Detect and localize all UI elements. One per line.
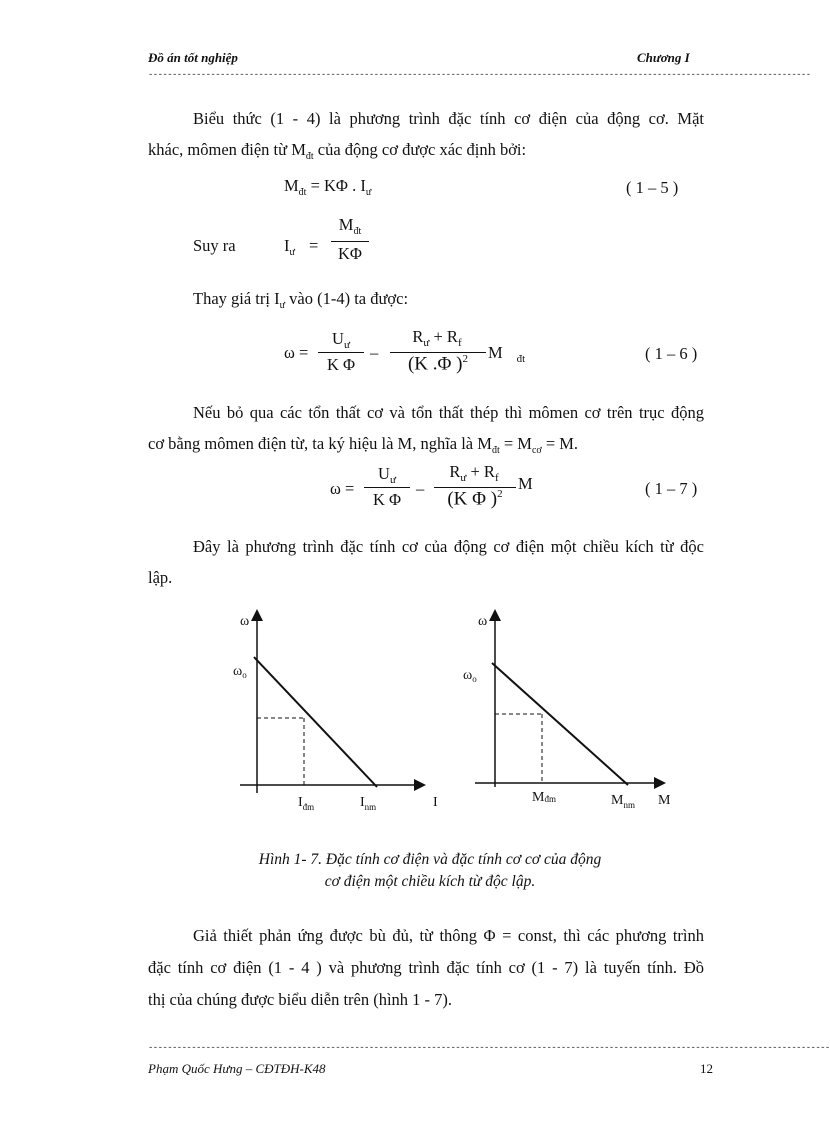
- suy-ra-denominator: KΦ: [338, 244, 362, 263]
- header-divider: ------------------------------------------------------------------------------------------------------------------------------------------: [148, 70, 811, 80]
- suy-ra-fraction-bar: [331, 241, 369, 242]
- figure-1-7: [220, 605, 690, 835]
- eq17-den1: K Φ: [372, 490, 402, 509]
- eq16-num2: $R_ư + R_f$: [412, 327, 462, 349]
- paragraph-1: [148, 103, 704, 168]
- right-characteristic-line: [492, 663, 628, 785]
- page-number: 12: [700, 1061, 713, 1076]
- header-right: Chương I: [637, 50, 690, 65]
- left-x-axis-label: I: [433, 795, 438, 810]
- p1-line1: Biểu thức (1 - 4) là phương trình đặc tính cơ điện của động cơ. Mặt: [193, 109, 704, 128]
- eq16-tail: M $_{đt}$: [488, 343, 526, 365]
- left-x1-label: $I_{đm}$: [298, 795, 315, 812]
- suy-ra-numerator: $M_{đt}$: [338, 215, 362, 237]
- eq17-omega: ω =: [330, 479, 355, 498]
- equation-number-1-5: ( 1 – 5 ): [626, 178, 679, 197]
- caption-line1: Hình 1- 7. Đặc tính cơ điện và đặc tính cơ cơ của động: [258, 851, 602, 868]
- eq16-num1: $U_ư$: [332, 329, 350, 351]
- right-omega0-label: $\omega_o$: [463, 668, 477, 684]
- eq16-den1: K Φ: [326, 355, 356, 374]
- suy-ra-label: Suy ra: [193, 236, 236, 255]
- p2-line2: cơ bằng mômen điện từ, ta ký hiệu là M, nghĩa là $M_{đt} = M_{cơ} = M$.: [148, 434, 579, 456]
- eq17-bar1: [364, 487, 410, 488]
- paragraph-4: [148, 920, 704, 1016]
- header-left: Đồ án tốt nghiệp: [148, 50, 238, 65]
- eq17-tail: M: [518, 474, 533, 493]
- eq16-den2: (K .Φ )$^2$: [407, 353, 468, 375]
- p3-line2: lập.: [148, 568, 173, 587]
- eq17-num2: $R_ư + R_f$: [449, 462, 499, 484]
- p3-line1: Đây là phương trình đặc tính cơ của động cơ điện một chiều kích từ độc: [193, 537, 704, 556]
- p4-line1: Giả thiết phản ứng được bù đủ, từ thông Φ = const, thì các phương trình: [193, 926, 704, 945]
- eq16-omega: ω =: [284, 343, 309, 362]
- eq17-minus: –: [416, 479, 425, 498]
- suy-ra-lhs: $I_ư$ =: [284, 236, 319, 258]
- caption-line2: cơ điện một chiều kích từ độc lập.: [324, 873, 536, 890]
- paragraph-2: [148, 397, 704, 462]
- p4-line3: thị của chúng được biểu diễn trên (hình 1 - 7).: [148, 990, 453, 1009]
- right-x-axis-label: M: [658, 793, 671, 808]
- footer-divider: ----------------------------------------------------------------------------------------------------------------------------------------------: [148, 1043, 830, 1053]
- p2-line1: Nếu bỏ qua các tổn thất cơ và tổn thất thép thì mômen cơ trên trục động: [193, 403, 704, 422]
- eq16-bar1: [318, 352, 364, 353]
- equation-number-1-6: ( 1 – 6 ): [645, 344, 698, 363]
- left-y-axis-label: ω: [240, 614, 250, 629]
- left-x2-label: $I_{nm}$: [360, 795, 377, 812]
- left-characteristic-line: [254, 657, 377, 787]
- right-x2-label: $M_{nm}$: [611, 793, 635, 810]
- footer-author: Phạm Quốc Hưng – CĐTĐH-K48: [148, 1061, 326, 1076]
- right-graph: [463, 614, 671, 810]
- thay-line: Thay giá trị $I_ư$ vào (1-4) ta được:: [193, 289, 409, 311]
- figure-caption: [210, 849, 650, 893]
- eq16-minus: –: [370, 343, 379, 362]
- right-y-axis-label: ω: [478, 614, 488, 629]
- eq17-den2: (K Φ )$^2$: [447, 488, 503, 510]
- left-graph: [233, 614, 438, 812]
- eq17-num1: $U_ư$: [378, 464, 396, 486]
- equation-number-1-7: ( 1 – 7 ): [645, 479, 698, 498]
- p4-line2: đặc tính cơ điện (1 - 4 ) và phương trình đặc tính cơ (1 - 7) là tuyến tính. Đồ: [148, 958, 704, 977]
- right-x1-label: Mđm: [532, 790, 556, 805]
- p1-line2: khác, mômen điện từ $M_{đt}$ của động cơ được xác định bởi:: [148, 140, 527, 162]
- equation-1-5: $M_{đt} = K\Phi$ . $I_ư$: [284, 176, 372, 198]
- left-omega0-label: $\omega_o$: [233, 664, 247, 680]
- paragraph-3: [148, 531, 704, 593]
